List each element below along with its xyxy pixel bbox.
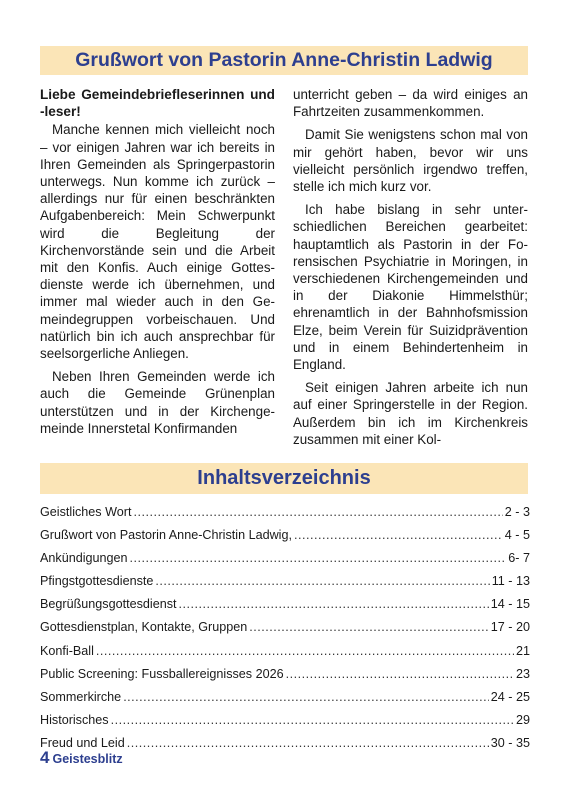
page-footer: [40, 748, 123, 768]
toc-pages: 23: [515, 666, 530, 681]
toc-title: Sommerkirche: [40, 689, 122, 704]
toc-pages: 30 - 35: [490, 735, 530, 750]
article-column-right: [293, 86, 528, 448]
paragraph: unterricht geben – da wird einiges an Fahrtzeiten zusammenkommen.: [293, 87, 528, 120]
toc-title: Pfingstgottesdienste: [40, 574, 154, 589]
toc-entry: [40, 570, 530, 593]
toc-leader: [111, 709, 514, 732]
toc-leader: [249, 616, 489, 639]
toc-heading: Inhaltsverzeichnis: [40, 463, 528, 494]
paragraph: Ich habe bislang in sehr unterschiedlichen Bereichen gearbeitet: hauptamtlich als Pastorin in der Forensischen Psychiatrie in Moringen, in verschiedenen Kirchengemeinden und in der Diakonie Himmelsthür; ehrenamtlich in der Bahnhofsmission Elze, beim Verein für Suizidprävention und in einem Behindertenheim in England.: [293, 202, 528, 373]
toc-entry: [40, 640, 530, 663]
toc-leader: [130, 547, 507, 570]
toc-entry: [40, 616, 530, 639]
toc-title: Konfi-Ball: [40, 643, 94, 658]
paragraph: Manche kennen mich vielleicht noch – vor einigen Jahren war ich bereits in Ihren Gemeinden als Springerpastorin unterwegs. Nun komme ich zurück – allerdings nur für einen beschränkten Aufgabenbereich: Mein Schwerpunkt wird die Begleitung der Kirchenvorstände sein und die Arbeit mit den Konfis. Auch einige Gottesdienste werde ich übernehmen, und immer mal wieder auch in den Gemeindegruppen vorbeischauen. Und natürlich bin ich auch ansprechbar für seelsorgerliche Anliegen.: [40, 122, 275, 362]
table-of-contents: [40, 501, 530, 755]
toc-leader: [155, 570, 489, 593]
toc-leader: [286, 663, 514, 686]
toc-title: Public Screening: Fussballereignisses 2026: [40, 666, 284, 681]
toc-pages: 21: [515, 643, 530, 658]
toc-pages: 29: [515, 712, 530, 727]
article-column-left: [40, 86, 275, 448]
paragraph: Damit Sie wenigstens schon mal von mir gehört haben, bevor wir uns vielleicht persönlich irgendwo treffen, stelle ich mich kurz vor.: [293, 127, 528, 195]
toc-title: Gottesdienstplan, Kontakte, Gruppen: [40, 620, 248, 635]
magazine-name: Geistesblitz: [52, 752, 123, 766]
greeting-heading: Grußwort von Pastorin Anne-Christin Ladwig: [40, 46, 528, 75]
toc-pages: 24 - 25: [490, 689, 530, 704]
toc-title: Grußwort von Pastorin Anne-Christin Ladwig,: [40, 528, 292, 543]
toc-pages: 6- 7: [508, 551, 530, 566]
page-number: 4: [40, 748, 50, 767]
toc-leader: [96, 640, 514, 663]
toc-pages: 2 - 3: [504, 505, 530, 519]
toc-entry: [40, 524, 530, 547]
toc-pages: 17 - 20: [490, 620, 530, 635]
paragraph: Neben Ihren Gemeinden werde ich auch die Gemeinde Grünenplan unterstützen und in der Kirchengemeinde Innerstetal Konfirmanden: [40, 369, 275, 436]
toc-leader: [179, 593, 489, 616]
toc-entry: [40, 663, 530, 686]
toc-leader: [294, 524, 503, 547]
toc-leader: [123, 686, 489, 709]
toc-entry: [40, 593, 530, 616]
salutation: Liebe Gemeindebriefleserinnen und -leser!: [40, 87, 275, 120]
toc-title: Historisches: [40, 712, 109, 727]
toc-pages: 11 - 13: [491, 574, 530, 589]
toc-leader: [127, 732, 489, 755]
toc-leader: [133, 501, 502, 524]
toc-entry: [40, 547, 530, 570]
toc-entry: [40, 709, 530, 732]
toc-pages: 14 - 15: [490, 597, 530, 612]
toc-pages: 4 - 5: [504, 528, 530, 543]
paragraph: Seit einigen Jahren arbeite ich nun auf einer Springerstelle in der Region. Außerdem bin ich im Kirchenkreis zusammen mit einer Kol-: [293, 380, 528, 447]
toc-title: Freud und Leid: [40, 735, 125, 750]
toc-entry: [40, 686, 530, 709]
toc-title: Ankündigungen: [40, 551, 128, 566]
toc-title: Begrüßungsgottesdienst: [40, 597, 177, 612]
toc-title: Geistliches Wort: [40, 505, 132, 519]
toc-entry: [40, 501, 530, 524]
